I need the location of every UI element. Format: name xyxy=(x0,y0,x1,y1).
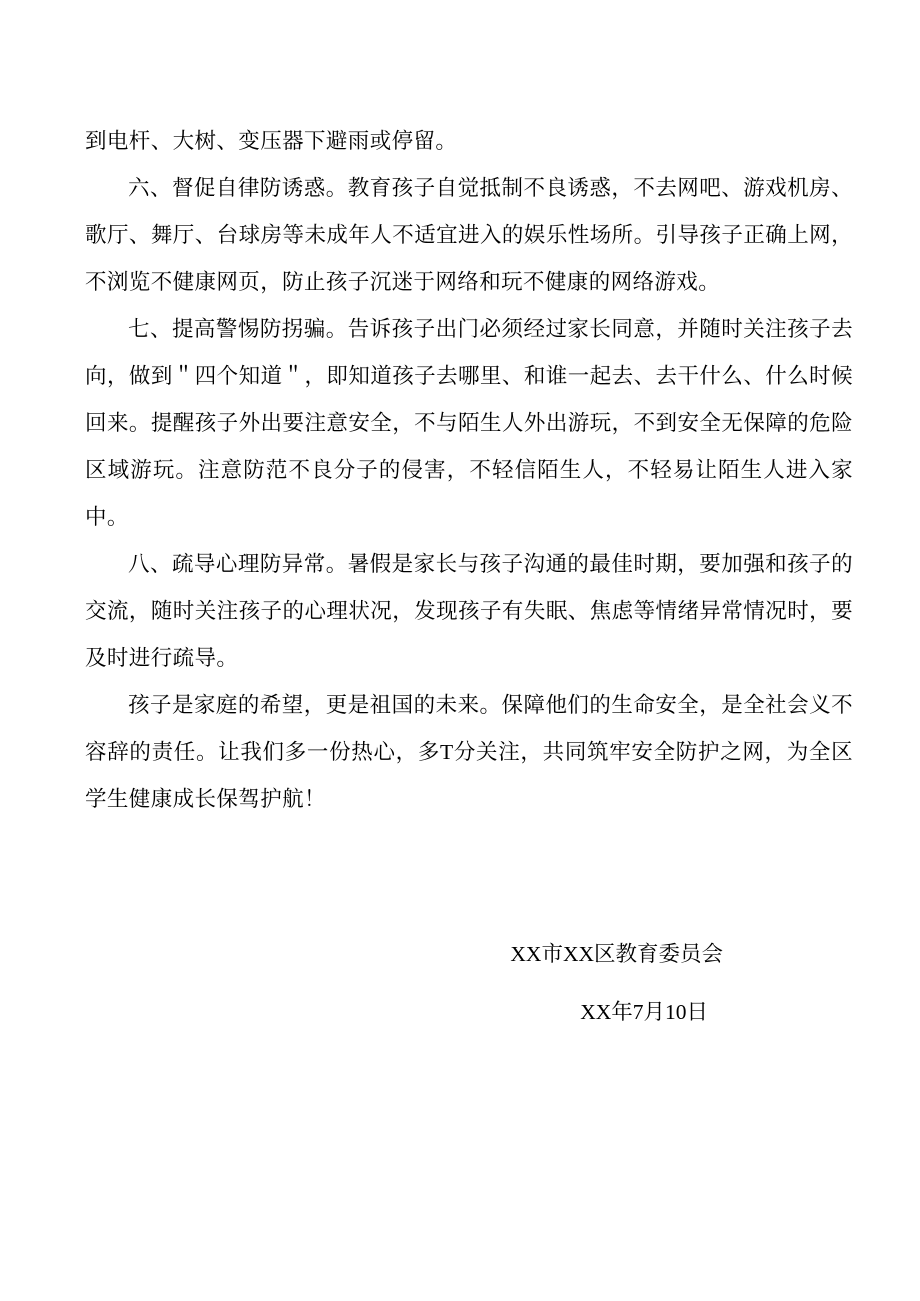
document-content xyxy=(85,118,853,1036)
signature-line: XX市XX区教育委员会 xyxy=(510,942,723,966)
paragraph: 六、督促自律防诱惑。教育孩子自觉抵制不良诱惑，不去网吧、游戏机房、歌厅、舞厅、台球房等未成年人不适宜进入的娱乐性场所。引导孩子正确上网，不浏览不健康网页，防止孩子沉迷于网络和玩不健康的网络游戏。 xyxy=(85,176,853,294)
paragraph: 孩子是家庭的希望，更是祖国的未来。保障他们的生命安全，是全社会义不容辞的责任。让我们多一份热心，多T分关注，共同筑牢安全防护之网，为全区学生健康成长保驾护航！ xyxy=(85,693,853,811)
paragraph: 八、疏导心理防异常。暑假是家长与孩子沟通的最佳时期，要加强和孩子的交流，随时关注孩子的心理状况，发现孩子有失眠、焦虑等情绪异常情况时，要及时进行疏导。 xyxy=(85,552,853,670)
date-line: XX年7月10日 xyxy=(580,1000,708,1024)
document-body xyxy=(85,118,853,823)
paragraph: 到电杆、大树、变压器下避雨或停留。 xyxy=(85,129,458,153)
paragraph: 七、提高警惕防拐骗。告诉孩子出门必须经过家长同意，并随时关注孩子去向，做到＂四个知道＂，即知道孩子去哪里、和谁一起去、去干什么、什么时候回来。提醒孩子外出要注意安全，不与陌生人外出游玩，不到安全无保障的危险区域游玩。注意防范不良分子的侵害，不轻信陌生人，不轻易让陌生人进入家中。 xyxy=(85,317,853,529)
